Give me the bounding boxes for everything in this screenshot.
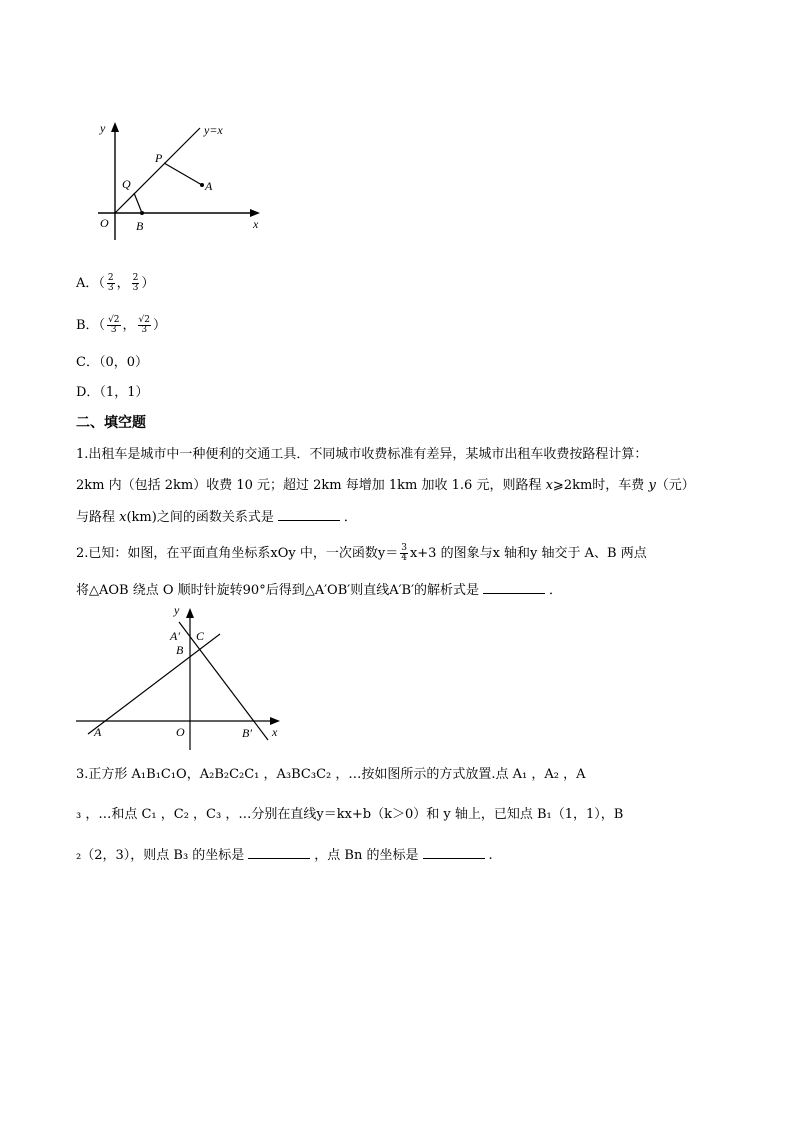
q3-line1: 3.正方形 A₁B₁C₁O，A₂B₂C₂C₁ ，A₃BC₃C₂ ，…按如图所示的方式放置.点 A₁ ，A₂ ，A: [76, 767, 586, 782]
point-b-label: B: [176, 643, 184, 657]
answer-blank[interactable]: [248, 846, 310, 859]
figure-1: [84, 118, 274, 248]
x-axis-arrow: [270, 717, 280, 725]
point-a-label: A: [94, 725, 102, 739]
segment-pa: [164, 163, 202, 185]
origin-label: O: [176, 725, 185, 739]
segment-qb: [134, 193, 142, 213]
point-a-prime-label: A′: [170, 629, 180, 643]
x-axis-arrow: [250, 209, 260, 217]
q1-line2: 2km 内（包括 2km）收费 10 元；超过 2km 每增加 1km 加收 1.6 元，则路程 x⩾2km时，车费 y（元）: [76, 478, 695, 493]
point-q-label: Q: [122, 177, 131, 191]
y-axis-arrow: [111, 122, 119, 132]
q1-line3: 与路程 x(km)之间的函数关系式是 ．: [76, 510, 357, 525]
point-b-dot: [140, 211, 144, 215]
fraction: $\frac{3}{4}$: [401, 543, 407, 563]
q3-line2: ₃ ，…和点 C₁ ，C₂ ，C₃ ，…分别在直线y＝kx+b（k＞0）和 y 轴上，已知点 B₁（1，1），B: [76, 807, 624, 822]
figure-2: [70, 600, 290, 750]
line-y-equals-x: [115, 128, 200, 213]
point-p-label: P: [155, 151, 163, 165]
q1-line1: 1.出租车是城市中一种便利的交通工具．不同城市收费标准有差异，某城市出租车收费按路程计算：: [76, 447, 648, 462]
q3-line3: ₂（2，3），则点 B₃ 的坐标是 ，点 Bn 的坐标是 .: [76, 848, 493, 863]
choice-b[interactable]: B．（ $\frac{√2}{3}$ ， $\frac{√2}{3}$ ）: [76, 315, 167, 335]
x-axis-label: x: [272, 725, 278, 739]
answer-blank[interactable]: [483, 581, 545, 594]
choice-a[interactable]: A．（ $\frac{2}{3}$ ， $\frac{2}{3}$ ）: [76, 273, 155, 293]
origin-label: O: [100, 216, 109, 230]
y-axis-label: y: [100, 121, 106, 135]
x-axis-label: x: [253, 217, 259, 231]
fraction: $\frac{√2}{3}$: [108, 315, 120, 335]
fraction: $\frac{√2}{3}$: [138, 315, 151, 335]
answer-blank[interactable]: [423, 846, 485, 859]
choice-c[interactable]: C．（0，0）: [76, 355, 148, 370]
point-a-label: A: [205, 179, 213, 193]
answer-blank[interactable]: [278, 508, 340, 521]
line-ab: [88, 634, 220, 734]
y-axis-label: y: [174, 603, 180, 617]
y-axis-arrow: [186, 608, 194, 618]
point-b-label: B: [136, 219, 144, 233]
section-title: 二、填空题: [76, 415, 146, 431]
q2-line1: 2.已知：如图，在平面直角坐标系xOy 中，一次函数y＝ $\frac{3}{4}$ x+3 的图象与x 轴和y 轴交于 A、B 两点: [76, 543, 647, 563]
choice-d[interactable]: D．（1，1）: [76, 385, 149, 400]
point-c-label: C: [196, 629, 205, 643]
fraction: $\frac{2}{3}$: [107, 273, 114, 293]
line-label: y=x: [204, 123, 223, 137]
line-a-prime-b-prime: [179, 622, 268, 740]
point-a-dot: [200, 183, 204, 187]
fraction: $\frac{2}{3}$: [132, 273, 139, 293]
point-b-prime-label: B′: [242, 726, 252, 740]
q2-line2: 将△AOB 绕点 O 顺时针旋转90°后得到△A′OB′则直线A′B′的解析式是 ．: [76, 583, 563, 598]
